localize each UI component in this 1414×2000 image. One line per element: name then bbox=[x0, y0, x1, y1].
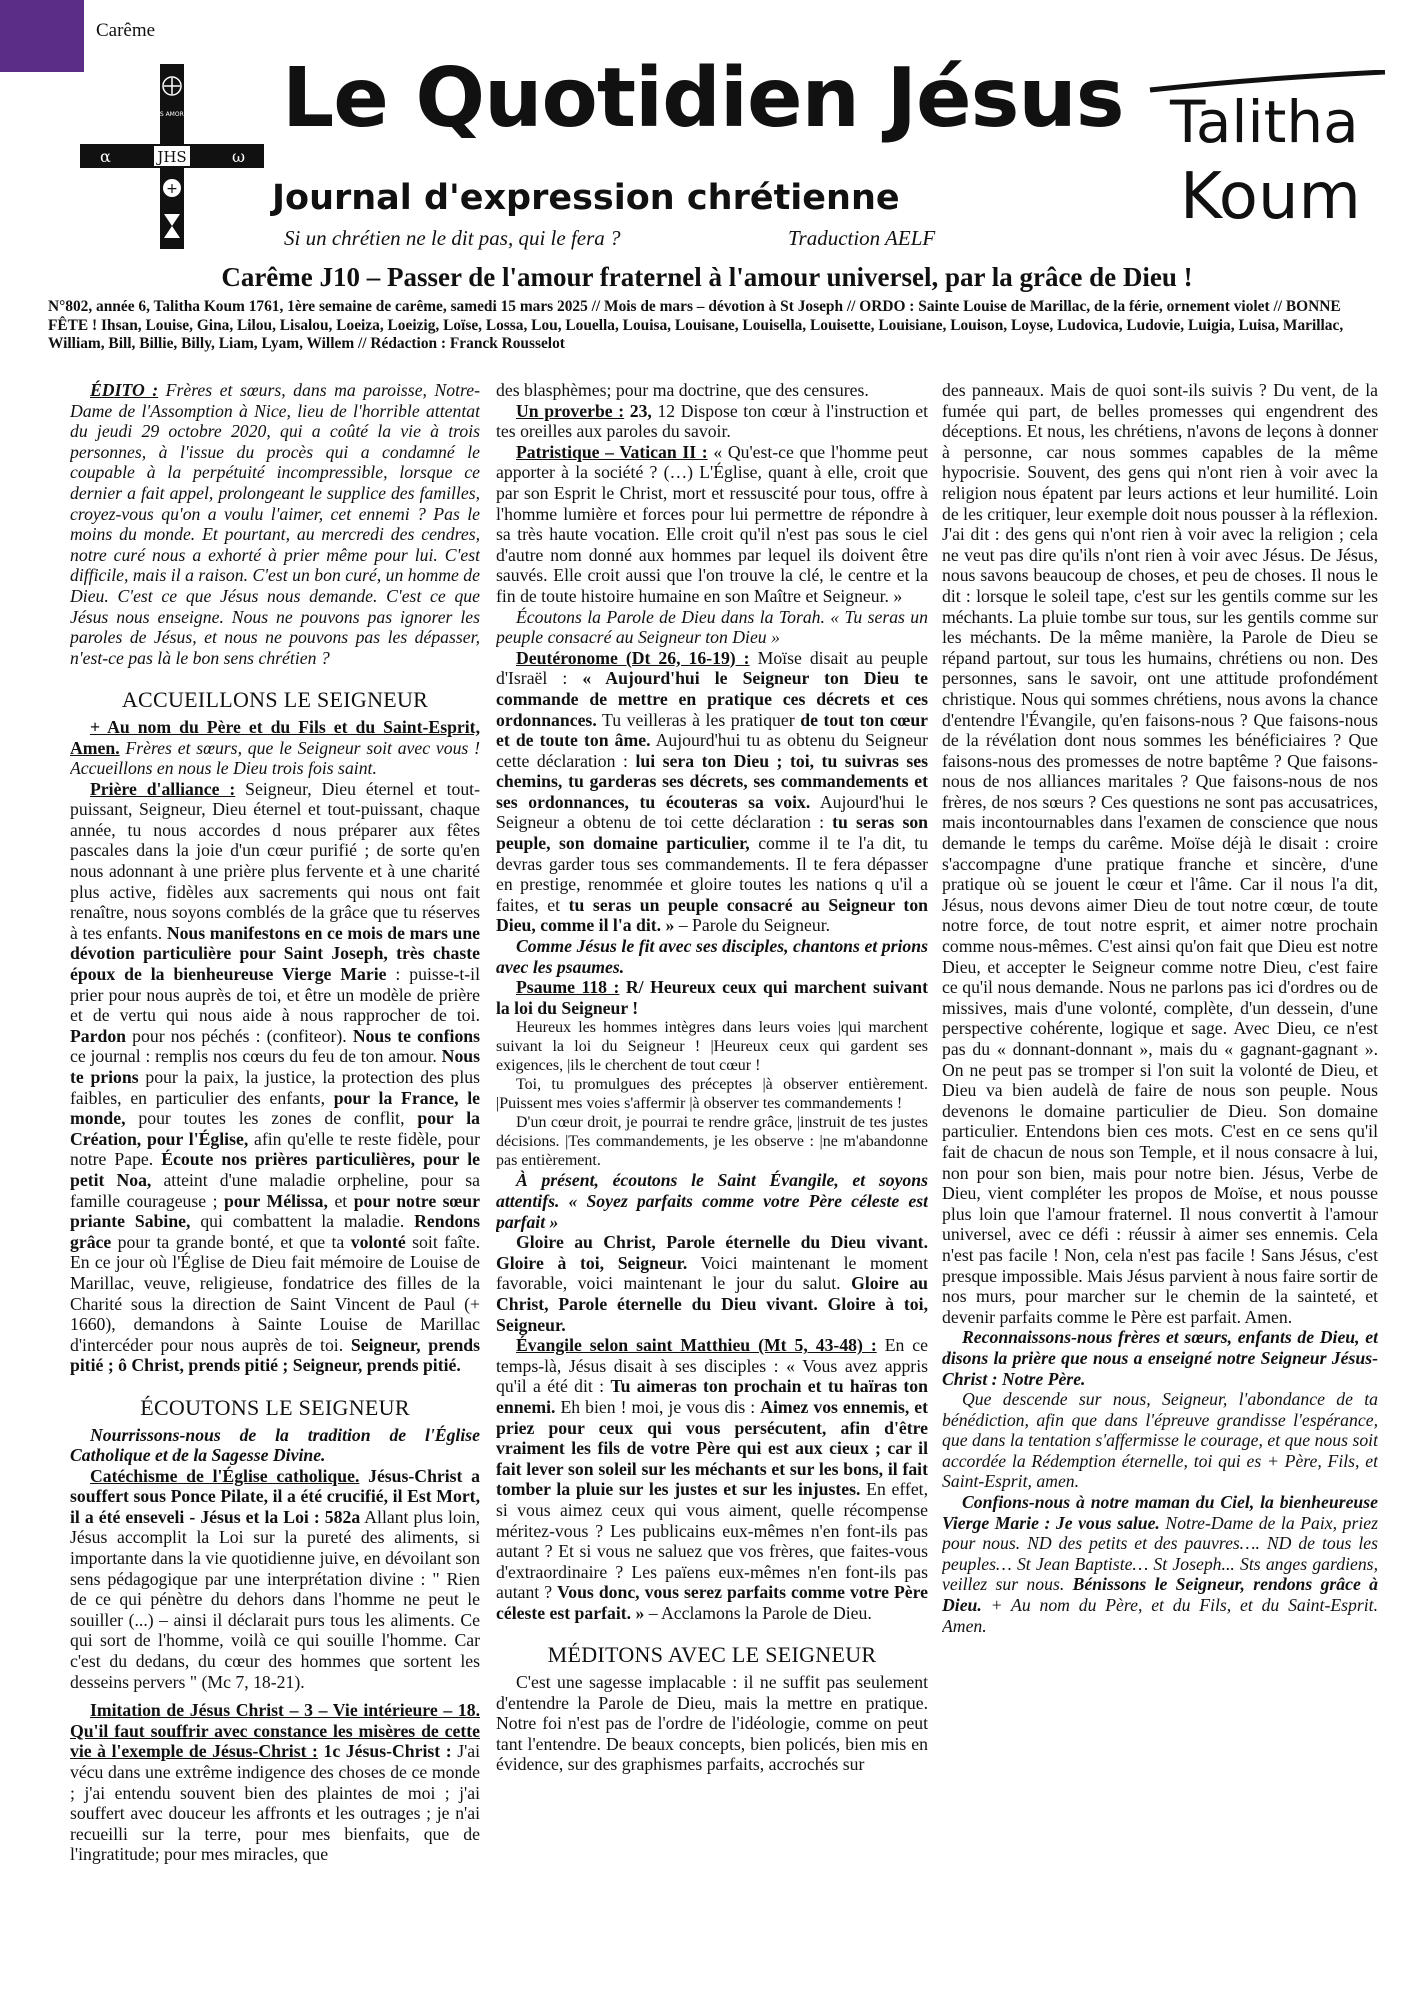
talitha-koum-logo bbox=[1140, 70, 1390, 230]
gospel-intro: À présent, écoutons le Saint Évangile, et soyons attentifs. « Soyez parfaits comme votre Père céleste est parfait » bbox=[496, 1170, 928, 1232]
column-2: des blasphèmes; pour ma doctrine, que des censures. Un proverbe : 23, 12 Dispose ton cœur à l'instruction et tes oreilles aux paroles du savoir. Patristique – Vatican II : « Qu'est-ce que l'homme peut apporter à la société ? (…) L'Église, quant à elle, croit que par son Esprit le Christ, mort et ressuscité pour tous, offre à l'homme lumière et forces pour lui permettre de répondre à sa très haute vocation. Elle croit qu'il n'est pas sous le ciel d'autre nom donné aux hommes par lequel ils doivent être sauvés. Elle croit aussi que l'on trouve la clé, le centre et la fin de toute histoire humaine en son Maître et Seigneur. » Écoutons la Parole de Dieu dans la Torah. « Tu seras un peuple consacré au Seigneur ton Dieu » Deutéronome (Dt 26, 16-19) : Moïse disait au peuple d'Israël : « Aujourd'hui le Seigneur ton Dieu te commande de mettre en pratique ces décrets et ces ordonnances. Tu veilleras à les pratiquer de tout ton cœur et de toute ton âme. Aujourd'hui tu as obtenu du Seigneur cette déclaration : lui sera ton Dieu ; toi, tu suivras ses chemins, tu garderas ses décrets, ses commandements et ses ordonnances, tu écouteras sa voix. Aujourd'hui le Seigneur a obtenu de toi cette déclaration : tu seras son peuple, son domaine particulier, comme il te l'a dit, tu devras garder tous ses commandements. Il te fera dépasser en prestige, renommée et gloire toutes les nations q u'il a faites, et tu seras un peuple consacré au Seigneur ton Dieu, comme il l'a dit. » – Parole du Seigneur. Comme Jésus le fit avec ses disciples, chantons et prions avec les psaumes. Psaume 118 : R/ Heureux ceux qui marchent suivant la loi du Seigneur ! Heureux les hommes intègres dans leurs voies |qui marchent suivant la loi du Seigneur ! |Heureux ceux qui gardent ses exigences, |ils le cherchent de tout cœur ! Toi, tu promulgues des préceptes |à observer entièrement. |Puissent mes voies s'affermir |à observer tes commandements ! D'un cœur droit, je pourrai te rendre grâce, |instruit de tes justes décisions. |Tes commandements, je les observe : |ne m'abandonne pas entièrement. À présent, écoutons le Saint Évangile, et soyons attentifs. « Soyez parfaits comme votre Père céleste est parfait » Gloire au Christ, Parole éternelle du Dieu vivant. Gloire à toi, Seigneur. Voici maintenant le moment favorable, voici maintenant le jour du salut. Gloire au Christ, Parole éternelle du Dieu vivant. Gloire à toi, Seigneur. Évangile selon saint Matthieu (Mt 5, 43-48) : En ce temps-là, Jésus disait à ses disciples : « Vous avez appris qu'il a été dit : Tu aimeras ton prochain et tu haïras ton ennemi. Eh bien ! moi, je vous dis : Aimez vos ennemis, et priez pour ceux qui vous persécutent, afin d'être vraiment les fils de votre Père qui est aux cieux ; car il fait lever son soleil sur les méchants et sur les bons, il fait tomber la pluie sur les justes et sur les injustes. En effet, si vous aimez ceux qui vous aiment, quelle récompense méritez-vous ? Les publicains eux-mêmes n'en font-ils pas autant ? Et si vous ne saluez que vos frères, que faites-vous d'extraordinaire ? Les païens eux-mêmes n'en font-ils pas autant ? Vous donc, vous serez parfaits comme votre Père céleste est parfait. » – Acclamons la Parole de Dieu. MÉDITONS AVEC LE SEIGNEUR C'est une sagesse implacable : il ne suffit pas seulement d'entendre la Parole de Dieu, mais la mettre en pratique. Notre foi n'est pas de l'ordre de l'idéologie, comme on peut tant l'entendre. De beaux concepts, bien policés, bien mis en évidence, sur des graphismes parfaits, accrochés sur bbox=[496, 380, 928, 1775]
psalm-label: Psaume 118 : bbox=[516, 977, 620, 998]
proverb-label: Un proverbe : bbox=[516, 400, 625, 421]
meditation-start: C'est une sagesse implacable : il ne suffit pas seulement d'entendre la Parole de Dieu, mais la mettre en pratique. Notre foi n'est pas de l'ordre de l'idéologie, comme on peut tant l'entendre. De beaux concepts, bien policés, bien mis en évidence, sur des graphismes parfaits, accrochés sur bbox=[496, 1672, 928, 1775]
final-blessing: Que descende sur nous, Seigneur, l'abondance de ta bénédiction, afin que dans l'épreuve grandisse l'espérance, que dans la tentation s'affermisse le courage, et que nous soit accordée la Rédemption éternelle, toi qui es + Père, Fils, et Saint-Esprit, amen. bbox=[942, 1389, 1378, 1492]
talitha-word: Talitha bbox=[1170, 88, 1359, 156]
catechism-label: Catéchisme de l'Église catholique. bbox=[90, 1465, 360, 1486]
svg-text:+: + bbox=[166, 181, 178, 197]
edito-text: Frères et sœurs, dans ma paroisse, Notre-Dame de l'Assomption à Nice, lieu de l'horrible attentat du jeudi 29 octobre 2020, qui a coûté la vie à trois personnes, à l'issue du procès qui a condamné le coupable à la perpétuité incompressible, lorsque ce dernier a fait appel, prolongeant le supplice des familles, croyez-vous qu'on a voulu l'aimer, cet ennemi ? Pas le moins du monde. Et pourtant, au mercredi des cendres, notre curé nous a exhorté à prier même pour lui. C'est difficile, mais il a raison. C'est un bon curé, un homme de Dieu. C'est ce que Jésus nous demande. C'est ce que Jésus nous enseigne. Nous ne pouvons pas ignorer les paroles de Jésus, et nous ne pouvons pas les dépasser, n'est-ce pas là le bon sens chrétien ? bbox=[70, 380, 480, 668]
koum-word: Koum bbox=[1180, 160, 1361, 230]
issue-meta: N°802, année 6, Talitha Koum 1761, 1ère semaine de carême, samedi 15 mars 2025 // Mois de mars – dévotion à St Joseph // ORDO : Sainte Louise de Marillac, de la férie, ornement violet // BONNE FÊTE ! Ihsan, Louise, Gina, Lilou, Lisalou, Loeiza, Loeizig, Loïse, Lossa, Lou, Louella, Louisa, Louisane, Louisella, Louisette, Louisiane, Louison, Loyse, Ludovica, Ludovie, Luigia, Luisa, Marillac, William, Bill, Billie, Billy, Liam, Lyam, Willem // Rédaction : Franck Rousselot bbox=[48, 298, 1344, 352]
masthead-tagline: Si un chrétien ne le dit pas, qui le fera ? bbox=[284, 226, 621, 250]
logo-omega: ω bbox=[232, 147, 246, 166]
section-ecoutons: ÉCOUTONS LE SEIGNEUR bbox=[140, 1394, 410, 1420]
logo-jhs: JHS bbox=[157, 148, 187, 166]
meditation-continued: des panneaux. Mais de quoi sont-ils suivis ? Du vent, de la fumée qui part, de belles promesses qui engendrent des déceptions. Et nous, les chrétiens, n'avons de leçons à donner à personne, car nous sommes capables de la même hypocrisie. Souvent, des gens qui n'ont rien à voir avec la religion nous épatent par leurs actions et leur humilité. Loin de les critiquer, leur exemple doit nous pousser à la réflexion. J'ai dit : des gens qui n'ont rien à voir avec la religion ; cela ne veut pas dire qu'ils n'ont rien à voir avec Jésus. De Jésus, nous savons beaucoup de choses, et peu de choses. Il nous le dit : lorsque le soleil tape, c'est sur les gentils comme sur les méchants. La pluie tombe sur tous, sur les gentils comme sur les méchants. De la même manière, la Parole de Dieu se répand partout, sur tous les humains, chrétiens ou non. Des personnes, sans le savoir, ont une attitude profondément christique. Nous qui sommes chrétiens, nous avons la chance d'entendre l'Évangile, qu'en faisons-nous ? Que faisons-nous de la révélation dont nous sommes les bénéficiaires ? Que faisons-nous des promesses de notre baptême ? Que faisons-nous de nos alliances maritales ? Que faisons-nous de nos frères, de nos sœurs ? Ces questions ne sont pas accusatrices, mais incontournables dans l'examen de conscience que nous demande le temps du carême. Moïse déjà le disait : croire s'accompagne d'une pratique franche et sincère, d'une pratique où se jouent le cœur et l'âme. Car il nous l'a dit, Jésus, nous devons aimer Dieu de tout notre cœur, de toute notre force, de tout notre esprit, et aimer notre prochain comme nous-mêmes. C'est ainsi qu'on fait que Dieu est notre Dieu, et accepter le Seigneur comme notre Dieu, c'est faire ce qu'il nous demande. Nous ne parlons pas ici d'ordres ou de missives, mais d'une volonté, complète, d'un dessein, d'une perspective cohérente, logique et sage. Avec Dieu, ce n'est pas du « donnant-donnant », mais du « gagnant-gagnant ». On ne peut pas se tromper si l'on suit la volonté de Dieu, et Dieu va bien audelà de faire de nous son peuple. Nous devenons le domaine particulier de Dieu. Son domaine particulier. Entendons bien ces mots. C'est en ce sens qu'il fait de chacun de nous son Temple, et il nous consacre à lui, non pour son bien, mais pour notre bien. Jésus, Verbe de Dieu, vient compléter les propos de Moïse, et nous pousse plus loin que l'amour fraternel. Il nous convertit à l'amour universel, avec ce défi : réussir à aimer ses ennemis. Cela n'est pas facile ! Non, cela n'est pas facile ! Sans Jésus, c'est presque impossible. Mais Jésus parvient à nous faire sortir de nos murs, pour marcher sur le chemin de la sainteté, et devenir parfaits comme le Père est parfait. Amen. bbox=[942, 380, 1378, 1327]
section-meditons: MÉDITONS AVEC LE SEIGNEUR bbox=[547, 1642, 877, 1668]
column-3: des panneaux. Mais de quoi sont-ils suivis ? Du vent, de la fumée qui part, de belles promesses qui engendrent des déceptions. Et nous, les chrétiens, n'avons de leçons à donner à personne, car nous sommes capables de la même hypocrisie. Souvent, des gens qui n'ont rien à voir avec la religion nous épatent par leurs actions et leur humilité. Loin de les critiquer, leur exemple doit nous pousser à la réflexion. J'ai dit : des gens qui n'ont rien à voir avec la religion ; cela ne veut pas dire qu'ils n'ont rien à voir avec Jésus. De Jésus, nous savons beaucoup de choses, et peu de choses. Il nous le dit : lorsque le soleil tape, c'est sur les gentils comme sur les méchants. La pluie tombe sur tous, sur les gentils comme sur les méchants. De la même manière, la Parole de Dieu se répand partout, sur tous les humains, chrétiens ou non. Des personnes, sans le savoir, ont une attitude profondément christique. Nous qui sommes chrétiens, nous avons la chance d'entendre l'Évangile, qu'en faisons-nous ? Que faisons-nous de la révélation dont nous sommes les bénéficiaires ? Que faisons-nous des promesses de notre baptême ? Que faisons-nous de nos alliances maritales ? Que faisons-nous de nos frères, de nos sœurs ? Ces questions ne sont pas accusatrices, mais incontournables dans l'examen de conscience que nous demande le temps du carême. Moïse déjà le disait : croire s'accompagne d'une pratique franche et sincère, d'une pratique où se jouent le cœur et l'âme. Car il nous l'a dit, Jésus, nous devons aimer Dieu de tout notre cœur, de toute notre force, de tout notre esprit, et aimer notre prochain comme nous-mêmes. C'est ainsi qu'on fait que Dieu est notre Dieu, et accepter le Seigneur comme notre Dieu, c'est faire ce qu'il nous demande. Nous ne parlons pas ici d'ordres ou de missives, mais d'une volonté, complète, d'un dessein, d'une perspective cohérente, logique et sage. Avec Dieu, ce n'est pas du « donnant-donnant », mais du « gagnant-gagnant ». On ne peut pas se tromper si l'on suit la volonté de Dieu, et Dieu va bien audelà de faire de nous son peuple. Nous devenons le domaine particulier de Dieu. Son domaine particulier. Entendons bien ces mots. C'est en ce sens qu'il fait de chacun de nous son Temple, et il nous consacre à lui, non pour son bien, mais pour notre bien. Jésus, Verbe de Dieu, vient compléter les propos de Moïse, et nous pousse plus loin que l'amour fraternel. Il nous convertit à l'amour universel, avec ce défi : réussir à aimer ses ennemis. Cela n'est pas facile ! Non, cela n'est pas facile ! Sans Jésus, c'est presque impossible. Mais Jésus parvient à nous faire sortir de nos murs, pour marcher sur le chemin de la sainteté, et devenir parfaits comme le Père est parfait. Amen. Reconnaissons-nous frères et sœurs, enfants de Dieu, et disons la prière que nous a enseigné notre Seigneur Jésus-Christ : Notre Père. Que descende sur nous, Seigneur, l'abondance de ta bénédiction, afin que dans l'épreuve grandisse l'espérance, que dans la tentation s'affermisse le courage, et que nous soit accordée la Rédemption éternelle, toi qui es + Père, Fils, et Saint-Esprit, amen. Confions-nous à notre maman du Ciel, la bienheureuse Vierge Marie : Je vous salue. Notre-Dame de la Paix, priez pour nous. ND des petits et des pauvres…. ND de tous les peuples… St Jean Baptiste… St Joseph... Sts anges gardiens, veillez sur nous. Bénissons le Seigneur, rendons grâce à Dieu. + Au nom du Père, et du Fils, et du Saint-Esprit. Amen. bbox=[942, 380, 1378, 1636]
psalm-intro: Comme Jésus le fit avec ses disciples, chantons et prions avec les psaumes. bbox=[496, 936, 928, 977]
logo-motto: DEUS AMOR EST bbox=[147, 111, 197, 118]
alliance-label: Prière d'alliance : bbox=[90, 778, 236, 799]
gospel-label: Évangile selon saint Matthieu (Mt 5, 43-48) : bbox=[516, 1335, 877, 1356]
translation-credit: Traduction AELF bbox=[788, 226, 936, 250]
section-accueillons: ACCUEILLONS LE SEIGNEUR bbox=[121, 687, 429, 713]
headline: Carême J10 – Passer de l'amour fraternel à l'amour universel, par la grâce de Dieu ! bbox=[221, 262, 1193, 292]
edito-label: ÉDITO : bbox=[90, 380, 159, 400]
ave-maria-intro: Confions-nous à notre maman du Ciel, la bienheureuse Vierge Marie : Je vous salue. bbox=[942, 1492, 1378, 1533]
nourish-intro: Nourrissons-nous de la tradition de l'Église Catholique et de la Sagesse Divine. bbox=[70, 1424, 480, 1466]
masthead-subtitle: Journal d'expression chrétienne bbox=[272, 178, 900, 218]
cross-logo bbox=[80, 64, 264, 249]
season-color-tab bbox=[0, 0, 84, 72]
column-1: ÉDITO : Frères et sœurs, dans ma paroisse, Notre-Dame de l'Assomption à Nice, lieu de l'horrible attentat du jeudi 29 octobre 2020, qui a coûté la vie à trois personnes, à l'issue du procès qui a condamné le coupable à la perpétuité incompressible, lorsque ce dernier a fait appel, prolongeant le supplice des familles, croyez-vous qu'on a voulu l'aimer, cet ennemi ? Pas le moins du monde. Et pourtant, au mercredi des cendres, notre curé nous a exhorté à prier même pour lui. C'est difficile, mais il a raison. C'est un bon curé, un homme de Dieu. C'est ce que Jésus nous demande. C'est ce que Jésus nous enseigne. Nous ne pouvons pas ignorer les paroles de Jésus, et nous ne pouvons pas les dépasser, n'est-ce pas là le bon sens chrétien ? ACCUEILLONS LE SEIGNEUR + Au nom du Père et du Fils et du Saint-Esprit, Amen. Frères et sœurs, que le Seigneur soit avec vous ! Accueillons en nous le Dieu trois fois saint. Prière d'alliance : Seigneur, Dieu éternel et tout-puissant, Seigneur, Dieu éternel et tout-puissant, chaque année, tu nous accordes d nous préparer aux fêtes pascales dans la joie d'un cœur purifié ; de sorte qu'en nous adonnant à une prière plus fervente et à une charité plus active, fidèles aux sacrements qui nous ont fait renaître, nous soyons comblés de la grâce que tu réserves à tes enfants. Nous manifestons en ce mois de mars une dévotion particulière pour Saint Joseph, très chaste époux de la bienheureuse Vierge Marie : puisse-t-il prier pour nous auprès de toi, et être un modèle de prière et de vertu qui nous aide à nous rapprocher de toi. Pardon pour nos péchés : (confiteor). Nous te confions ce journal : remplis nos cœurs du feu de ton amour. Nous te prions pour la paix, la justice, la protection des plus faibles, en particulier des enfants, pour la France, le monde, pour toutes les zones de conflit, pour la Création, pour l'Église, afin qu'elle te reste fidèle, pour notre Pape. Écoute nos prières particulières, pour le petit Noa, atteint d'une maladie orpheline, pour sa famille courageuse ; pour Mélissa, et pour notre sœur priante Sabine, qui combattent la maladie. Rendons grâce pour ta grande bonté, et que ta volonté soit faîte. En ce jour où l'Église de Dieu fait mémoire de Louise de Marillac, veuve, religieuse, fondatrice des filles de la Charité sous la direction de Saint Vincent de Paul (+ 1660), demandons à Sainte Louise de Marillac d'intercéder pour nous auprès de toi. Seigneur, prends pitié ; ô Christ, prends pitié ; Seigneur, prends pitié. ÉCOUTONS LE SEIGNEUR Nourrissons-nous de la tradition de l'Église Catholique et de la Sagesse Divine. Catéchisme de l'Église catholique. Jésus-Christ a souffert sous Ponce Pilate, il a été crucifié, il Est Mort, il a été enseveli - Jésus et la Loi : 582a Allant plus loin, Jésus accomplit la Loi sur la pureté des aliments, si importante dans la vie quotidienne juive, en dévoilant son sens pédagogique par une interprétation divine : " Rien de ce qui pénètre du dehors dans l'homme ne peut le souiller (...) – ainsi il déclarait purs tous les aliments. Ce qui sort de l'homme, voilà ce qui souille l'homme. Car c'est du dedans, du cœur des hommes que sortent les desseins pervers " (Mc 7, 18-21). Imitation de Jésus Christ – 3 – Vie intérieure – 18. Qu'il faut souffrir avec constance les misères de cette vie à l'exemple de Jésus-Christ : 1c Jésus-Christ : J'ai vécu dans une extrême indigence des choses de ce monde ; j'ai entendu souvent bien des plaintes de moi ; j'ai souffert avec douceur les affronts et les outrages ; je n'ai recueilli sur la terre, pour mes bienfaits, que de l'ingratitude; pour mes miracles, que bbox=[70, 380, 480, 1865]
psalm-verse-3: D'un cœur droit, je pourrai te rendre grâce, |instruit de tes justes décisions. |Tes commandements, je les observe : |ne m'abandonne pas entièrement. bbox=[496, 1114, 928, 1170]
greeting: Frères et sœurs, que le Seigneur soit avec vous ! Accueillons en nous le Dieu trois fois saint. bbox=[70, 737, 480, 779]
pater-intro: Reconnaissons-nous frères et sœurs, enfants de Dieu, et disons la prière que nous a enseigné notre Seigneur Jésus-Christ : Notre Père. bbox=[942, 1327, 1378, 1389]
psalm-verse-2: Toi, tu promulgues des préceptes |à observer entièrement. |Puissent mes voies s'affermir |à observer tes commandements ! bbox=[496, 1076, 928, 1113]
season-label: Carême bbox=[96, 20, 156, 41]
psalm-verse-1: Heureux les hommes intègres dans leurs voies |qui marchent suivant la loi du Seigneur ! |Heureux ceux qui gardent ses exigences, |ils le cherchent de tout cœur ! bbox=[496, 1019, 928, 1075]
sign-of-cross: + Au nom du Père et du Fils et du Saint-Esprit, Amen. bbox=[70, 716, 480, 758]
imitation-label: Imitation de Jésus Christ – 3 – Vie intérieure – 18. Qu'il faut souffrir avec constance les misères de cette vie à l'exemple de Jésus-Christ : bbox=[70, 1700, 480, 1762]
deuteronome-label: Deutéronome (Dt 26, 16-19) : bbox=[516, 647, 750, 668]
masthead-title: Le Quotidien Jésus bbox=[282, 51, 1124, 146]
torah-intro: Écoutons la Parole de Dieu dans la Torah. « Tu seras un peuple consacré au Seigneur ton Dieu » bbox=[496, 606, 928, 648]
imitation-end: des blasphèmes; pour ma doctrine, que des censures. bbox=[496, 380, 869, 400]
patristique-label: Patristique – Vatican II : bbox=[516, 441, 708, 462]
logo-alpha: α bbox=[100, 147, 111, 166]
